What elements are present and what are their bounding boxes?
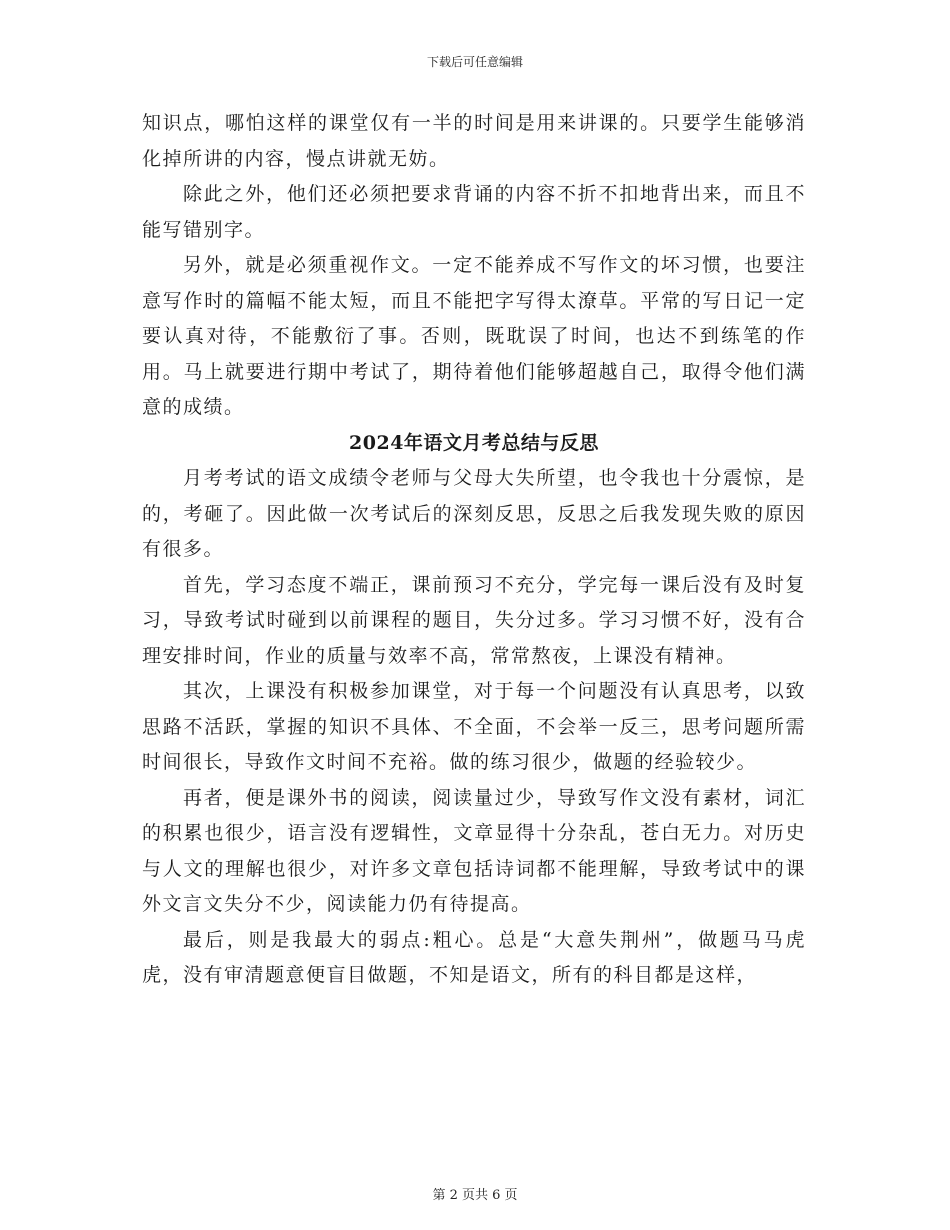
paragraph-second-reason: 其次，上课没有积极参加课堂，对于每一个问题没有认真思考，以致思路不活跃，掌握的知识不具体、不全面，不会举一反三，思考问题所需时间很长，导致作文时间不充裕。做的练习很少，做题的经验较少。 [142, 680, 806, 773]
paragraph-composition: 另外，就是必须重视作文。一定不能养成不写作文的坏习惯，也要注意写作时的篇幅不能太短，而且不能把字写得太潦草。平常的写日记一定要认真对待，不能敷衍了事。否则，既耽误了时间，也达不到练笔的作用。马上就要进行期中考试了，期待着他们能够超越自己，取得令他们满意的成绩。 [142, 254, 806, 418]
paragraph-intro: 月考考试的语文成绩令老师与父母大失所望，也令我也十分震惊，是的，考砸了。因此做一次考试后的深刻反思，反思之后我发现失败的原因有很多。 [142, 467, 806, 560]
page-header: 下载后可任意编辑 [426, 55, 523, 69]
document-body [142, 106, 806, 994]
paragraph-recitation: 除此之外，他们还必须把要求背诵的内容不折不扣地背出来，而且不能写错别字。 [142, 183, 806, 241]
paragraph-first-reason: 首先，学习态度不端正，课前预习不充分，学完每一课后没有及时复习，导致考试时碰到以前课程的题目，失分过多。学习习惯不好，没有合理安排时间，作业的质量与效率不高，常常熬夜，上课没有精神。 [142, 573, 806, 667]
section-title: 2024年语文月考总结与反思 [349, 431, 599, 454]
paragraph-third-reason: 再者，便是课外书的阅读，阅读量过少，导致写作文没有素材，词汇的积累也很少，语言没有逻辑性，文章显得十分杂乱，苍白无力。对历史与人文的理解也很少，对许多文章包括诗词都不能理解，导致考试中的课外文言文失分不少，阅读能力仍有待提高。 [142, 786, 806, 915]
paragraph-last-reason: 最后，则是我最大的弱点:粗心。总是“大意失荆州”，做题马马虎虎，没有审清题意便盲目做题，不知是语文，所有的科目都是这样， [142, 928, 806, 986]
paragraph-continuation: 知识点，哪怕这样的课堂仅有一半的时间是用来讲课的。只要学生能够消化掉所讲的内容，慢点讲就无妨。 [142, 112, 806, 170]
page-number: 第 2 页共 6 页 [432, 1188, 518, 1203]
